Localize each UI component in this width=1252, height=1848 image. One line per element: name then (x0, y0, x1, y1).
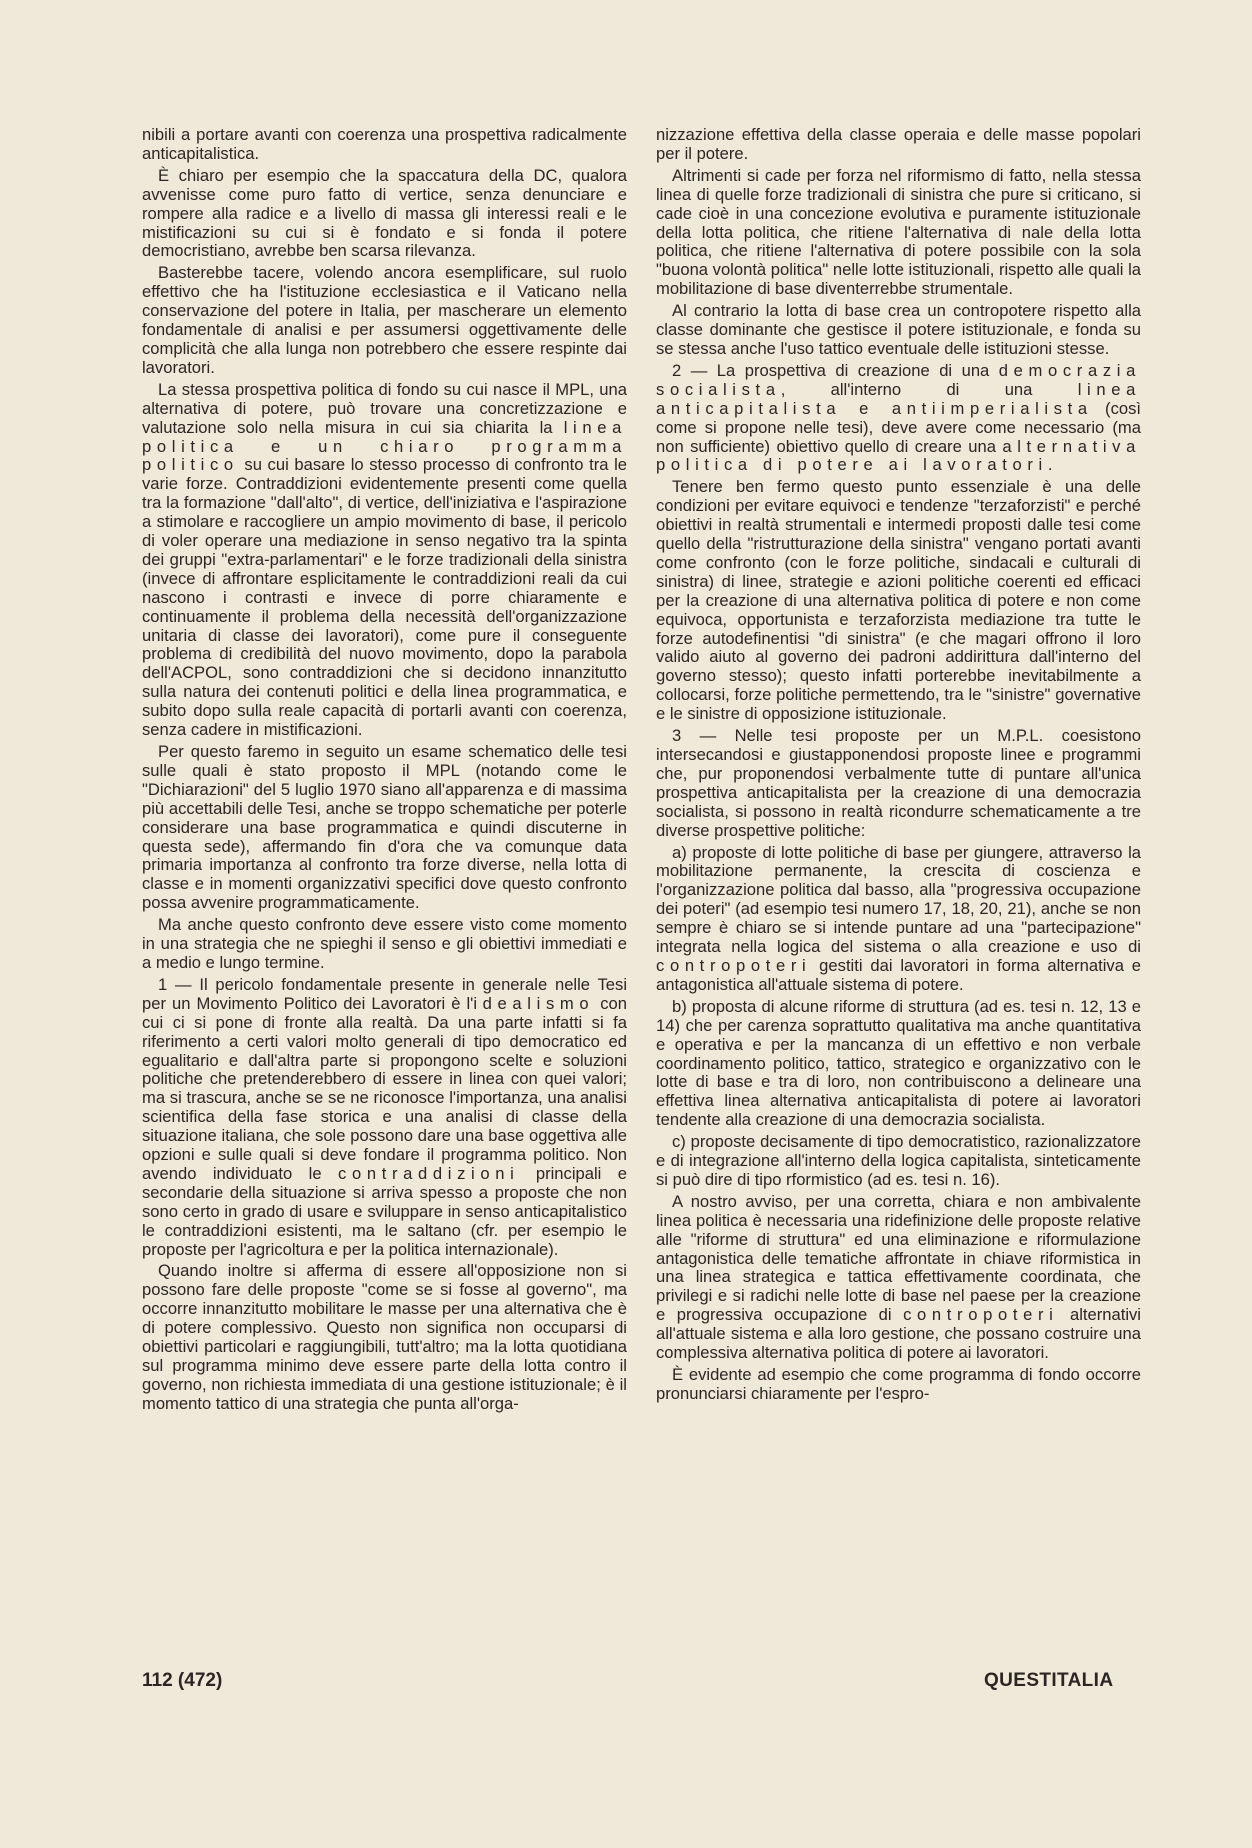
paragraph: b) proposta di alcune riforme di struttura (ad es. tesi n. 12, 13 e 14) che per carenza soprattutto qualitativa ma anche quantitativa e operativa e per la mancanza di un effettivo e non verbale coordinamento politico, tattico, strategico e organizzativo con le lotte di base e tra di loro, non contribuiscono a delineare una effettiva linea alternativa anticapitalista di potere ai lavoratori tendente alla creazione di una democrazia socialista. (656, 996, 1141, 1130)
paragraph (142, 976, 627, 1260)
spaced-emphasis: linea politica e un chiaro programma politico (142, 417, 627, 475)
journal-name: QUESTITALIA (984, 1670, 1114, 1691)
text-run: con cui ci si pone di fronte alla realtà. Da una parte infatti si fa riferimento a certi valori molto generali di tipo democratico ed egualitario e dall'altra parte si propongono scelte e soluzioni politiche che pretenderebbero di essere in linea con quei valori; ma si trascura, anche se se ne riconosce l'importanza, una analisi scientifica della fase storica e una analisi di classe della situazione italiana, che sole possono dare una base oggettiva alle opzioni e sulle quali si deve fondare il programma politico. Non avendo individuato le (142, 993, 628, 1183)
text-run: , all'interno di una (780, 379, 1078, 399)
text-run: 2 — La prospettiva di creazione di una (672, 360, 999, 380)
text-run: su cui basare lo stesso processo di confronto tra le varie forze. Contraddizioni evidentemente presenti come quella tra la formazione "dall'alto", di vertice, dell'iniziativa e l'aspirazione a stimolare e raccogliere un ampio movimento di base, il pericolo di voler operare una mediazione in senso negativo tra la spinta dei gruppi "extra-parlamentari" e le forze tradizionali della sinistra (invece di affrontare esplicitamente le contraddizioni reali da cui nascono i contrasti e invece di porre chiaramente e continuamente il problema della necessità dell'organizzazione unitaria di classe dei lavoratori), come pure il conseguente problema di credibilità del nuovo movimento, dopo la parabola dell'ACPOL, sono contraddizioni che si decidono innanzitutto sulla natura dei contenuti politici e della linea programmatica, e subito dopo sulla reale capacità di portarli avanti con coerenza, senza cadere in mistificazioni. (142, 455, 627, 740)
paragraph: c) proposte decisamente di tipo democratistico, razionalizzatore e di integrazione all'interno della logica capitalista, sinteticamente si può dire di tipo rformistico (ad es. tesi n. 16). (656, 1132, 1141, 1189)
page-number: 112 (472) (142, 1670, 223, 1691)
spaced-emphasis: contropoteri (656, 955, 812, 975)
paragraph: Altrimenti si cade per forza nel riformismo di fatto, nella stessa linea di quelle forze tradizionali di sinistra che pure si criticano, si cade cioè in una concezione evolutiva e puramente istituzionale della lotta politica, che ritiene l'alternativa di nale della lotta politica, che ritiene l'alternativa di potere possibile con la sola "buona volontà politica" nelle lotte istituzionali, rispetto alle quali la mobilitazione di base diventerrebbe strumentale. (656, 165, 1141, 299)
spaced-emphasis: alternativa politica di potere ai lavoratori (656, 436, 1141, 475)
text-run: La stessa prospettiva politica di fondo su cui nasce il MPL, una alternativa di potere, può trovare una concretizzazione e valutazione solo nella misura in cui sia chiarita la (142, 379, 627, 437)
paragraph (656, 362, 1141, 475)
paragraph (656, 1193, 1141, 1363)
paragraph (656, 844, 1141, 995)
text-run: . (1047, 455, 1053, 475)
paragraph: Quando inoltre si afferma di essere all'opposizione non si possono fare delle proposte "come se si fosse al governo", ma occorre innanzitutto mobilitare le masse per una alternativa che è di potere complessivo. Questo non significa non occuparsi di obiettivi particolari e raggiungibili, tutt'altro; ma la lotta quotidiana sul programma minimo deve essere parte della lotta contro il governo, non richiesta immediata di una gestione istituzionale; è il momento tattico di una strategia che punta all'orga- (142, 1261, 627, 1413)
spaced-emphasis: contraddizioni (338, 1163, 520, 1183)
text-run: gestiti dai lavoratori in forma alternativa e antagonistica all'attuale sistema di potere. (656, 955, 1141, 994)
text-run: 1 — Il pericolo fondamentale presente in generale nelle Tesi per un Movimento Politico dei Lavoratori è l' (142, 974, 627, 1013)
paragraph: nizzazione effettiva della classe operaia e delle masse popolari per il potere. (656, 125, 1141, 163)
paragraph: Basterebbe tacere, volendo ancora esemplificare, sul ruolo effettivo che ha l'istituzione ecclesiastica e il Vaticano nella conservazione del potere in Italia, per mascherare un elemento fondamentale di analisi e per assumersi oggettivamente delle complicità che alla lunga non potrebbero che essere respinte dai lavoratori. (142, 263, 627, 377)
paragraph: Ma anche questo confronto deve essere visto come momento in una strategia che ne spieghi il senso e gli obiettivi immediati e a medio e lungo termine. (142, 915, 627, 972)
paragraph (142, 381, 627, 740)
text-run: (così come si propone nelle tesi), deve avere come necessario (ma non sufficiente) obiettivo quello di creare una (656, 398, 1142, 456)
spaced-emphasis: idealismo (473, 993, 595, 1013)
paragraph: nibili a portare avanti con coerenza una prospettiva radicalmente anticapitalistica. (142, 125, 627, 163)
paragraph: Tenere ben fermo questo punto essenziale è una delle condizioni per evitare equivoci e tendenze "terzaforzisti" e perché obiettivi in realtà strumentali e intermedi proposti dalle tesi come quello della "ristrutturazione della sinistra" vengano portati avanti come confronto (con le forze politiche, sindacali e culturali di sinistra) di linee, strategie e azioni politiche coerenti ed efficaci per la creazione di una alternativa politica di potere e non come equivoca, opportunista e terzaforzista mediazione tra tutte le forze autodefinentisi "di sinistra" (e che magari offrono il loro valido aiuto al governo dei padroni addirittura dall'interno del governo stesso); questo infatti porterebbe inevitabilmente a collocarsi, forze politiche permettendo, tra le "sinistre" governative e le sinistre di opposizione istituzionale. (656, 477, 1141, 724)
text-run: principali e secondarie della situazione si arriva spesso a proposte che non sono certo in grado di usare e sviluppare in senso anticapitalistico le contraddizioni esistenti, ma le saltano (cfr. per esempio le proposte per l'agricoltura e per la politica internazionale). (142, 1163, 628, 1259)
paragraph: Al contrario la lotta di base crea un contropotere rispetto alla classe dominante che gestisce il potere istituzionale, e fonda su se stessa anche l'uso tattico eventuale delle istituzioni stesse. (656, 301, 1141, 358)
paragraph: 3 — Nelle tesi proposte per un M.P.L. coesistono intersecandosi e giustapponendosi proposte linee e programmi che, pur proponendosi verbalmente tutte di puntare all'unica prospettiva anticapitalista per la creazione di una democrazia socialista, si possono in realtà ricondurre schematicamente a tre diverse prospettive politiche: (656, 726, 1141, 840)
paragraph: Per questo faremo in seguito un esame schematico delle tesi sulle quali è stato proposto il MPL (notando come le "Dichiarazioni" del 5 luglio 1970 siano all'apparenza e di massima più accettabili delle Tesi, anche se troppo schematiche per poterle considerare una base programmatica e quindi discuterne in questa sede), affermando fin d'ora che va comunque data primaria importanza al confronto tra forze diverse, nella lotta di classe e in momenti organizzativi specifici dove questo confronto possa avvenire programmaticamente. (142, 742, 627, 913)
right-text-column (656, 126, 1141, 1407)
text-run: a) proposte di lotte politiche di base per giungere, attraverso la mobilitazione permanente, la crescita di coscienza e l'organizzazione politica dal basso, alla "progressiva occupazione dei poteri" (ad esempio tesi numero 17, 18, 20, 21), anche se non sempre è chiaro se si intende puntare ad una "partecipazione" integrata nella logica del sistema o alla creazione e uso di (656, 842, 1141, 957)
spaced-emphasis: democrazia socialista (656, 360, 1141, 399)
left-text-column (142, 126, 627, 1417)
paragraph: È evidente ad esempio che come programma di fondo occorre pronunciarsi chiaramente per l'espro- (656, 1365, 1141, 1403)
text-run: A nostro avviso, per una corretta, chiara e non ambivalente linea politica è necessaria una ridefinizione delle proposte relative alle "riforme di struttura" ed una eliminazione e riformulazione antagonistica delle tematiche affrontate in chiave riformistica in una linea strategica e tattica effettivamente coordinata, che privilegi e si radichi nelle lotte di base nel paese per la creazione e progressiva occupazione di (656, 1191, 1141, 1325)
spaced-emphasis: contropoteri (903, 1305, 1059, 1325)
spaced-emphasis: linea anticapitalista e antiimperialista (656, 379, 1141, 418)
paragraph: È chiaro per esempio che la spaccatura della DC, qualora avvenisse come puro fatto di vertice, senza denunciare e rompere alla radice e a livello di massa gli interessi reali e le mistificazioni su cui si è fondato e si fonda il potere democristiano, avrebbe ben scarsa rilevanza. (142, 165, 627, 261)
text-run: alternativi all'attuale sistema e alla loro gestione, che possano costruire una complessiva alternativa politica di potere ai lavoratori. (656, 1305, 1141, 1363)
